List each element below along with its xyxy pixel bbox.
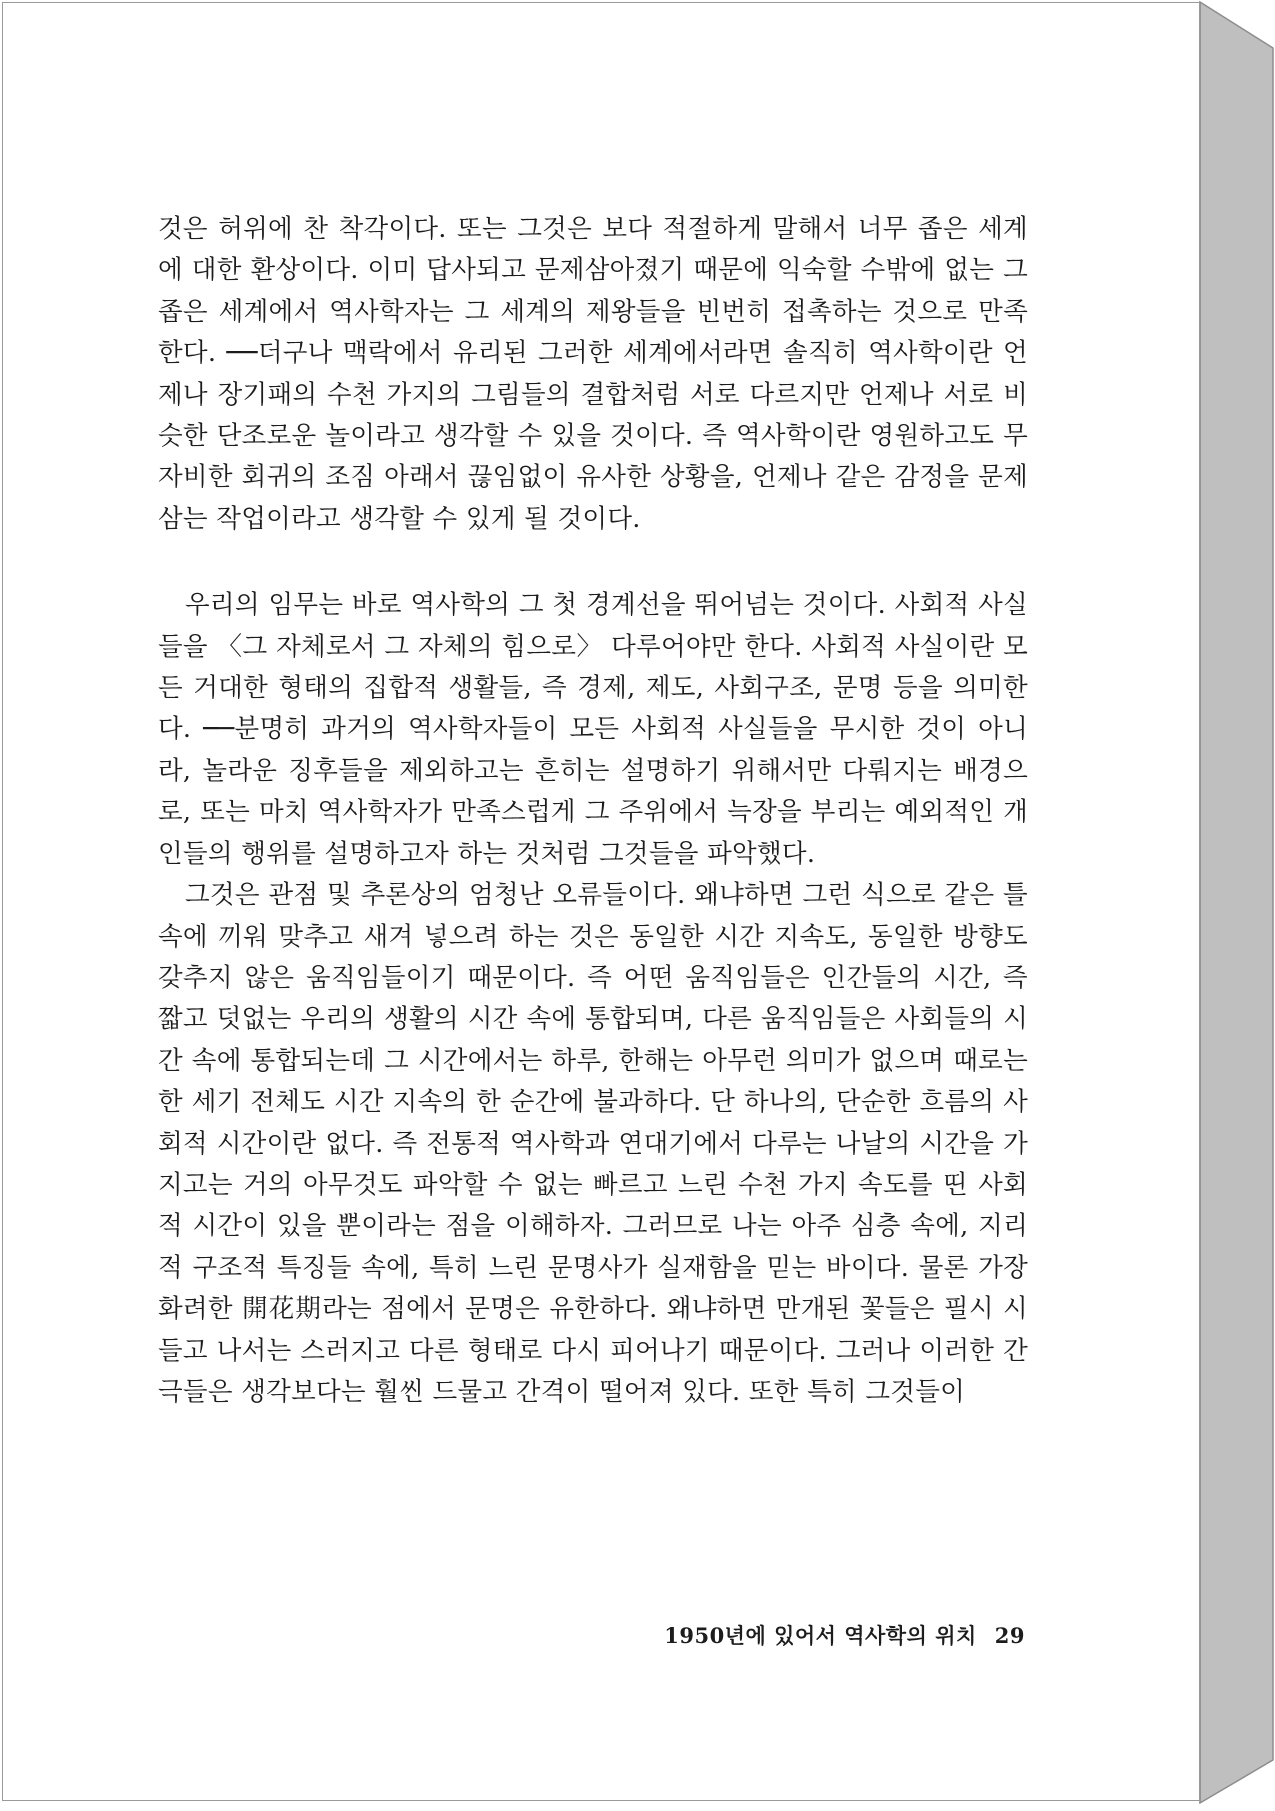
page-body [158, 209, 1028, 1413]
page-footer [570, 1620, 1025, 1650]
running-title: 1950년에 있어서 역사학의 위치 [664, 1623, 977, 1648]
paragraph-2: 우리의 임무는 바로 역사학의 그 첫 경계선을 뛰어넘는 것이다. 사회적 사실들을 〈그 자체로서 그 자체의 힘으로〉 다루어야만 한다. 사회적 사실이란 모든 거대한 형태의 집합적 생활들, 즉 경제, 제도, 사회구조, 문명 등을 의미한다. ──분명히 과거의 역사학자들이 모든 사회적 사실들을 무시한 것이 아니라, 놀라운 징후들을 제외하고는 흔히는 설명하기 위해서만 다뤄지는 배경으로, 또는 마치 역사학자가 만족스럽게 그 주위에서 늑장을 부리는 예외적인 개인들의 행위를 설명하고자 하는 것처럼 그것들을 파악했다. [158, 590, 1028, 869]
page-side-face [1200, 2, 1273, 1803]
paragraph-3: 그것은 관점 및 추론상의 엄청난 오류들이다. 왜냐하면 그런 식으로 같은 틀 속에 끼워 맞추고 새겨 넣으려 하는 것은 동일한 시간 지속도, 동일한 방향도 갖추지 않은 움직임들이기 때문이다. 즉 어떤 움직임들은 인간들의 시간, 즉 짧고 덧없는 우리의 생활의 시간 속에 통합되며, 다른 움직임들은 사회들의 시간 속에 통합되는데 그 시간에서는 하루, 한해는 아무런 의미가 없으며 때로는 한 세기 전체도 시간 지속의 한 순간에 불과하다. 단 하나의, 단순한 흐름의 사회적 시간이란 없다. 즉 전통적 역사학과 연대기에서 다루는 나날의 시간을 가지고는 거의 아무것도 파악할 수 없는 빠르고 느린 수천 가지 속도를 띤 사회적 시간이 있을 뿐이라는 점을 이해하자. 그러므로 나는 아주 심층 속에, 지리적 구조적 특징들 속에, 특히 느린 문명사가 실재함을 믿는 바이다. 물론 가장 화려한 開花期라는 점에서 문명은 유한하다. 왜냐하면 만개된 꽃들은 필시 시들고 나서는 스러지고 다른 형태로 다시 피어나기 때문이다. 그러나 이러한 간극들은 생각보다는 훨씬 드물고 간격이 떨어져 있다. 또한 특히 그것들이 [158, 880, 1028, 1407]
paragraph-1: 것은 허위에 찬 착각이다. 또는 그것은 보다 적절하게 말해서 너무 좁은 세계에 대한 환상이다. 이미 답사되고 문제삼아졌기 때문에 익숙할 수밖에 없는 그 좁은 세계에서 역사학자는 그 세계의 제왕들을 빈번히 접촉하는 것으로 만족한다. ──더구나 맥락에서 유리된 그러한 세계에서라면 솔직히 역사학이란 언제나 장기패의 수천 가지의 그림들의 결합처럼 서로 다르지만 언제나 서로 비슷한 단조로운 놀이라고 생각할 수 있을 것이다. 즉 역사학이란 영원하고도 무자비한 회귀의 조짐 아래서 끊임없이 유사한 상황을, 언제나 같은 감정을 문제삼는 작업이라고 생각할 수 있게 될 것이다. [158, 214, 1028, 534]
page-number: 29 [994, 1623, 1025, 1648]
